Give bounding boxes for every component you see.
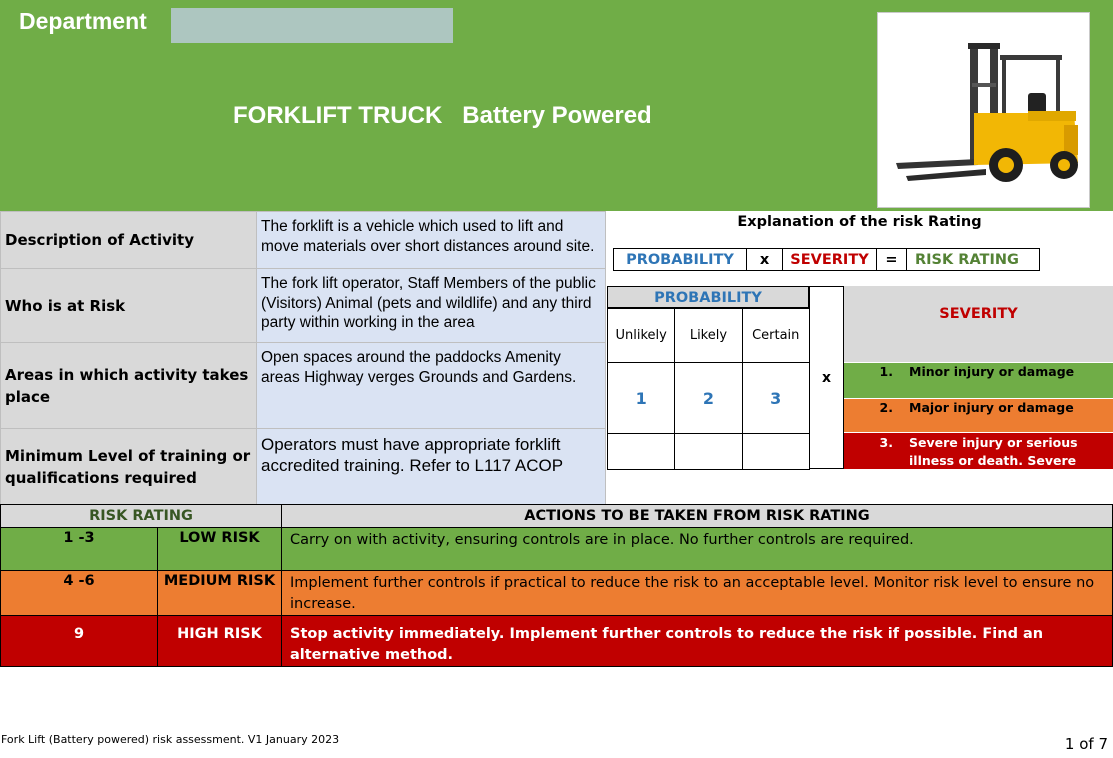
risk-range: 1 -3 — [1, 528, 158, 571]
probability-header: PROBABILITY — [607, 286, 809, 308]
risk-row-medium — [1, 571, 1113, 616]
risk-row-high — [1, 616, 1113, 667]
probability-blank-row — [608, 434, 810, 470]
areas-value[interactable]: Open spaces around the paddocks Amenity areas Highway verges Grounds and Gardens. — [257, 343, 606, 429]
severity-text: Severe injury or serious illness or death. Severe damage — [909, 435, 1078, 486]
forklift-photo — [877, 12, 1090, 208]
activity-value[interactable]: The forklift is a vehicle which used to lift and move materials over short distances around site. — [257, 212, 606, 269]
risk-rating-header: RISK RATING — [1, 505, 282, 528]
multiplier-x: x — [809, 286, 844, 469]
risk-row-low — [1, 528, 1113, 571]
risk-level: HIGH RISK — [158, 616, 282, 667]
risk-action: Carry on with activity, ensuring controls are in place. No further controls are required. — [282, 528, 1113, 571]
severity-text: Minor injury or damage — [909, 364, 1075, 379]
at-risk-value[interactable]: The fork lift operator, Staff Members of the public (Visitors) Animal (pets and wildlife) and any third party within working in the area — [257, 269, 606, 343]
formula-severity: SEVERITY — [782, 249, 876, 270]
actions-header: ACTIONS TO BE TAKEN FROM RISK RATING — [282, 505, 1113, 528]
probability-label: Certain — [742, 309, 809, 363]
page-title: FORKLIFT TRUCK Battery Powered — [233, 102, 652, 129]
activity-info-table — [0, 211, 606, 505]
probability-labels-row — [608, 309, 810, 363]
risk-table-header — [1, 505, 1113, 528]
probability-value: 2 — [675, 363, 742, 434]
activity-label: Description of Activity — [1, 212, 257, 269]
risk-rating-table — [0, 504, 1113, 667]
table-row — [1, 212, 606, 269]
blank-cell — [675, 434, 742, 470]
table-row — [1, 269, 606, 343]
blank-cell — [742, 434, 809, 470]
probability-label: Unlikely — [608, 309, 675, 363]
risk-action: Stop activity immediately. Implement further controls to reduce the risk if possible. Find an alternative method. — [282, 616, 1113, 667]
blank-cell — [608, 434, 675, 470]
at-risk-label: Who is at Risk — [1, 269, 257, 343]
risk-range: 4 -6 — [1, 571, 158, 616]
severity-num: 1. — [879, 364, 893, 379]
formula-equals: = — [876, 249, 906, 270]
formula-probability: PROBABILITY — [626, 251, 734, 268]
department-field[interactable] — [171, 8, 453, 43]
footer-text: Fork Lift (Battery powered) risk assessment. V1 January 2023 — [1, 733, 340, 746]
severity-num: 3. — [879, 435, 893, 450]
risk-range: 9 — [1, 616, 158, 667]
severity-level-1 — [844, 362, 1113, 398]
risk-formula — [613, 248, 1040, 271]
risk-action: Implement further controls if practical to reduce the risk to an acceptable level. Monitor risk level to ensure no increase. — [282, 571, 1113, 616]
table-row — [1, 343, 606, 429]
risk-level: MEDIUM RISK — [158, 571, 282, 616]
formula-times: x — [746, 249, 782, 270]
page-number: 1 of 7 — [1064, 735, 1108, 753]
severity-header: SEVERITY — [844, 286, 1113, 362]
forklift-icon — [878, 13, 1089, 207]
areas-label: Areas in which activity takes place — [1, 343, 257, 429]
risk-level: LOW RISK — [158, 528, 282, 571]
training-value[interactable]: Operators must have appropriate forklift accredited training. Refer to L117 ACOP — [257, 429, 606, 505]
probability-value: 3 — [742, 363, 809, 434]
training-label: Minimum Level of training or qualifications required — [1, 429, 257, 505]
formula-risk-rating: RISK RATING — [906, 249, 1039, 270]
table-row — [1, 429, 606, 505]
header-band — [0, 0, 1113, 211]
explanation-title: Explanation of the risk Rating — [737, 214, 982, 230]
probability-values-row — [608, 363, 810, 434]
severity-num: 2. — [879, 400, 893, 415]
probability-label: Likely — [675, 309, 742, 363]
severity-text: Major injury or damage — [909, 400, 1074, 415]
severity-level-3 — [844, 432, 1113, 486]
department-label: Department — [19, 8, 147, 34]
severity-level-2 — [844, 398, 1113, 432]
probability-value: 1 — [608, 363, 675, 434]
probability-grid — [607, 308, 810, 470]
